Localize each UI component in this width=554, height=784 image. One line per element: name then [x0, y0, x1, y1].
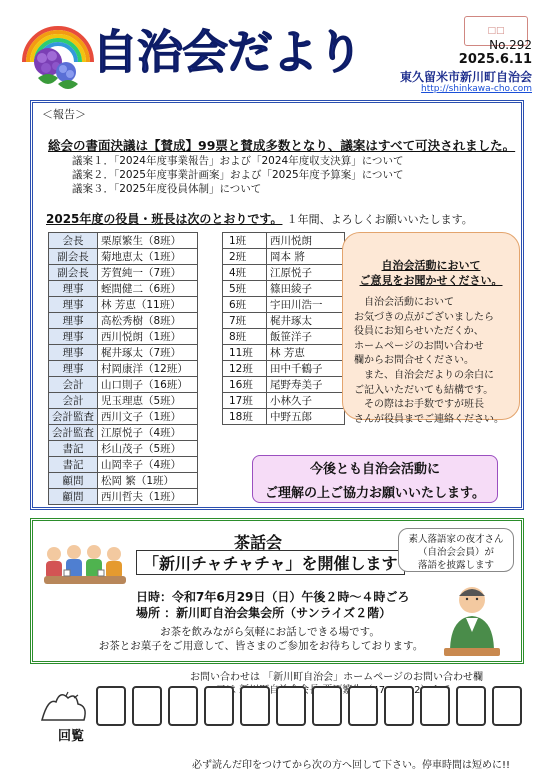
- officer-row: [49, 361, 198, 377]
- group-row: [223, 265, 345, 281]
- officer-row: [49, 297, 198, 313]
- officer-role: 理事: [49, 297, 98, 313]
- tea-party-description: お茶を飲みながら気軽にお話しできる場です。: [160, 626, 380, 638]
- officer-row: [49, 377, 198, 393]
- officer-name: 松岡 繁（1班）: [98, 473, 198, 489]
- officer-role: 会計: [49, 393, 98, 409]
- officer-role: 書記: [49, 457, 98, 473]
- rakugo-performer-icon: [440, 582, 504, 658]
- speech-line: （自治会会員）が: [417, 547, 494, 558]
- stamp-box[interactable]: [348, 686, 378, 726]
- website-link[interactable]: http://shinkawa-cho.com: [421, 84, 532, 94]
- group-number: 12班: [223, 361, 267, 377]
- officer-name: 杉山茂子（5班）: [98, 441, 198, 457]
- feedback-line: さんが役員までご連絡ください。: [354, 413, 504, 425]
- group-leader: 田中千鶴子: [267, 361, 345, 377]
- group-number: 16班: [223, 377, 267, 393]
- group-number: 5班: [223, 281, 267, 297]
- group-leader: 尾野寿美子: [267, 377, 345, 393]
- feedback-title: [352, 258, 510, 288]
- officer-role: 副会長: [49, 249, 98, 265]
- group-row: [223, 281, 345, 297]
- group-leaders-table: [222, 232, 345, 425]
- newsletter-title: 自治会だより: [92, 25, 362, 79]
- group-row: [223, 313, 345, 329]
- officer-name: 林 芳恵（11班）: [98, 297, 198, 313]
- group-row: [223, 345, 345, 361]
- officer-row: [49, 425, 198, 441]
- officer-role: 理事: [49, 361, 98, 377]
- officer-row: [49, 249, 198, 265]
- agenda-item: 議案１．「2024年度事業報告」および「2024年度収支決算」について: [72, 155, 404, 167]
- feedback-title-line: ご意見をお聞かせください。: [359, 274, 503, 287]
- circulation-label: 回覧: [58, 729, 85, 744]
- officer-row: [49, 265, 198, 281]
- feedback-line: ホームページのお問い合わせ: [354, 340, 484, 352]
- officers-subheading-note: １年間、よろしくお願いいたします。: [286, 213, 473, 226]
- officer-role: 理事: [49, 313, 98, 329]
- speech-line: 素人落語家の夜才さん: [408, 534, 504, 545]
- group-leader: 梶井琢太: [267, 313, 345, 329]
- officer-row: [49, 313, 198, 329]
- group-number: 7班: [223, 313, 267, 329]
- group-leader: 西川悦朗: [267, 233, 345, 249]
- officer-name: 児玉理恵（5班）: [98, 393, 198, 409]
- group-leader: 篠田綾子: [267, 281, 345, 297]
- officer-role: 顧問: [49, 489, 98, 505]
- group-number: 17班: [223, 393, 267, 409]
- group-number: 11班: [223, 345, 267, 361]
- officer-role: 理事: [49, 281, 98, 297]
- officers-subheading-main: 2025年度の役員・班長は次のとおりです。: [46, 212, 283, 226]
- group-row: [223, 361, 345, 377]
- resolution-headline: 総会の書面決議は【賛成】99票と賛成多数となり、議案はすべて可決されました。: [48, 138, 516, 153]
- feedback-line: 役員にお知らせいただくか、: [354, 326, 484, 338]
- officer-role: 会計: [49, 377, 98, 393]
- stamp-box[interactable]: [168, 686, 198, 726]
- group-row: [223, 297, 345, 313]
- officer-row: [49, 329, 198, 345]
- tea-party-event-name: 「新川チャチャチャ」を開催します: [136, 550, 405, 575]
- group-number: 1班: [223, 233, 267, 249]
- callout-line: 今後とも自治会活動に: [309, 462, 440, 477]
- officer-name: 梶井琢太（7班）: [98, 345, 198, 361]
- officer-name: 西川哲夫（1班）: [98, 489, 198, 505]
- circulation-note: 必ず読んだ印をつけてから次の方へ回して下さい。停車時間は短めに!!: [192, 760, 511, 771]
- group-row: [223, 329, 345, 345]
- feedback-line: お気づきの点がございましたら: [354, 311, 494, 323]
- group-row: [223, 393, 345, 409]
- officer-row: [49, 281, 198, 297]
- officers-table: [48, 232, 198, 505]
- officer-name: 西川悦朗（1班）: [98, 329, 198, 345]
- stamp-box[interactable]: [240, 686, 270, 726]
- stamp-box[interactable]: [384, 686, 414, 726]
- officer-row: [49, 393, 198, 409]
- group-row: [223, 409, 345, 425]
- officer-name: 山岡幸子（4班）: [98, 457, 198, 473]
- stamp-box[interactable]: [420, 686, 450, 726]
- group-leader: 飯笹洋子: [267, 329, 345, 345]
- speech-line: 落語を披露します: [417, 560, 494, 571]
- officer-role: 会長: [49, 233, 98, 249]
- officer-name: 栗原繁生（8班）: [98, 233, 198, 249]
- officer-role: 会計監査: [49, 409, 98, 425]
- agenda-item: 議案３．「2025年度役員体制」について: [72, 183, 262, 195]
- tea-party-title: 茶話会: [234, 533, 283, 552]
- officer-name: 山口則子（16班）: [98, 377, 198, 393]
- stamp-box[interactable]: [96, 686, 126, 726]
- officers-subheading: [46, 210, 473, 227]
- stamp-box[interactable]: [456, 686, 486, 726]
- officer-name: 菊地恵太（1班）: [98, 249, 198, 265]
- group-row: [223, 249, 345, 265]
- organization-name: 東久留米市新川町自治会: [399, 70, 532, 84]
- officer-name: 芳賀純一（7班）: [98, 265, 198, 281]
- group-row: [223, 377, 345, 393]
- stamp-box[interactable]: [132, 686, 162, 726]
- officer-name: 高松秀樹（8班）: [98, 313, 198, 329]
- group-row: [223, 233, 345, 249]
- stamp-box[interactable]: [204, 686, 234, 726]
- group-number: 8班: [223, 329, 267, 345]
- officer-row: [49, 345, 198, 361]
- hand-drawn-doodle-icon: [36, 690, 92, 726]
- feedback-title-line: 自治会活動において: [381, 259, 481, 272]
- feedback-body: [354, 296, 510, 427]
- hydrangea-rainbow-icon: [18, 22, 98, 94]
- officer-row: [49, 489, 198, 505]
- group-number: 2班: [223, 249, 267, 265]
- officer-role: 書記: [49, 441, 98, 457]
- officer-role: 理事: [49, 329, 98, 345]
- officer-row: [49, 457, 198, 473]
- group-number: 4班: [223, 265, 267, 281]
- callout-line: ご理解の上ご協力お願いいたします。: [265, 486, 485, 501]
- people-gathering-icon: [40, 540, 130, 588]
- officer-row: [49, 233, 198, 249]
- cooperation-callout: [252, 455, 498, 503]
- officer-row: [49, 441, 198, 457]
- tea-party-description: お茶とお菓子をご用意して、皆さまのご参加をお待ちしております。: [98, 640, 424, 652]
- stamp-box[interactable]: [492, 686, 522, 726]
- tea-party-place: 場所 ：新川町自治会集会所（サンライズ２階）: [136, 606, 392, 620]
- group-leader: 江原悦子: [267, 265, 345, 281]
- officer-role: 顧問: [49, 473, 98, 489]
- group-leader: 小林久子: [267, 393, 345, 409]
- group-number: 18班: [223, 409, 267, 425]
- feedback-line: また、自治会だよりの余白に: [354, 369, 494, 381]
- officer-name: 村岡康洋（12班）: [98, 361, 198, 377]
- officer-name: 蛭間健二（6班）: [98, 281, 198, 297]
- officer-name: 西川文子（1班）: [98, 409, 198, 425]
- feedback-line: ご記入いただいても結構です。: [354, 384, 494, 396]
- group-leader: 宇田川浩一: [267, 297, 345, 313]
- stamp-box[interactable]: [312, 686, 342, 726]
- officer-role: 理事: [49, 345, 98, 361]
- officer-role: 副会長: [49, 265, 98, 281]
- group-leader: 岡本 將: [267, 249, 345, 265]
- group-number: 6班: [223, 297, 267, 313]
- issue-number: No.292: [489, 38, 532, 52]
- officer-row: [49, 409, 198, 425]
- contact-line: お問い合わせは 「新川町自治会」ホームページのお問い合わせ欄: [190, 672, 483, 683]
- officer-name: 江原悦子（4班）: [98, 425, 198, 441]
- rakugo-speech-bubble: [398, 528, 514, 572]
- group-leader: 林 芳恵: [267, 345, 345, 361]
- officer-row: [49, 473, 198, 489]
- seal-stamp-icon: □□: [464, 16, 528, 46]
- stamp-box[interactable]: [276, 686, 306, 726]
- feedback-line: 自治会活動において: [354, 297, 454, 308]
- issue-date: 2025.6.11: [458, 52, 532, 67]
- agenda-item: 議案２．「2025年度事業計画案」および「2025年度予算案」について: [72, 169, 404, 181]
- feedback-line: 欄からお問合せください。: [354, 355, 474, 367]
- report-label: ＜報告＞: [42, 108, 86, 121]
- tea-party-date: 日時：令和7年6月29日（日）午後２時〜４時ごろ: [136, 590, 410, 604]
- feedback-line: その際はお手数ですが班長: [354, 399, 484, 411]
- group-leader: 中野五郎: [267, 409, 345, 425]
- officer-role: 会計監査: [49, 425, 98, 441]
